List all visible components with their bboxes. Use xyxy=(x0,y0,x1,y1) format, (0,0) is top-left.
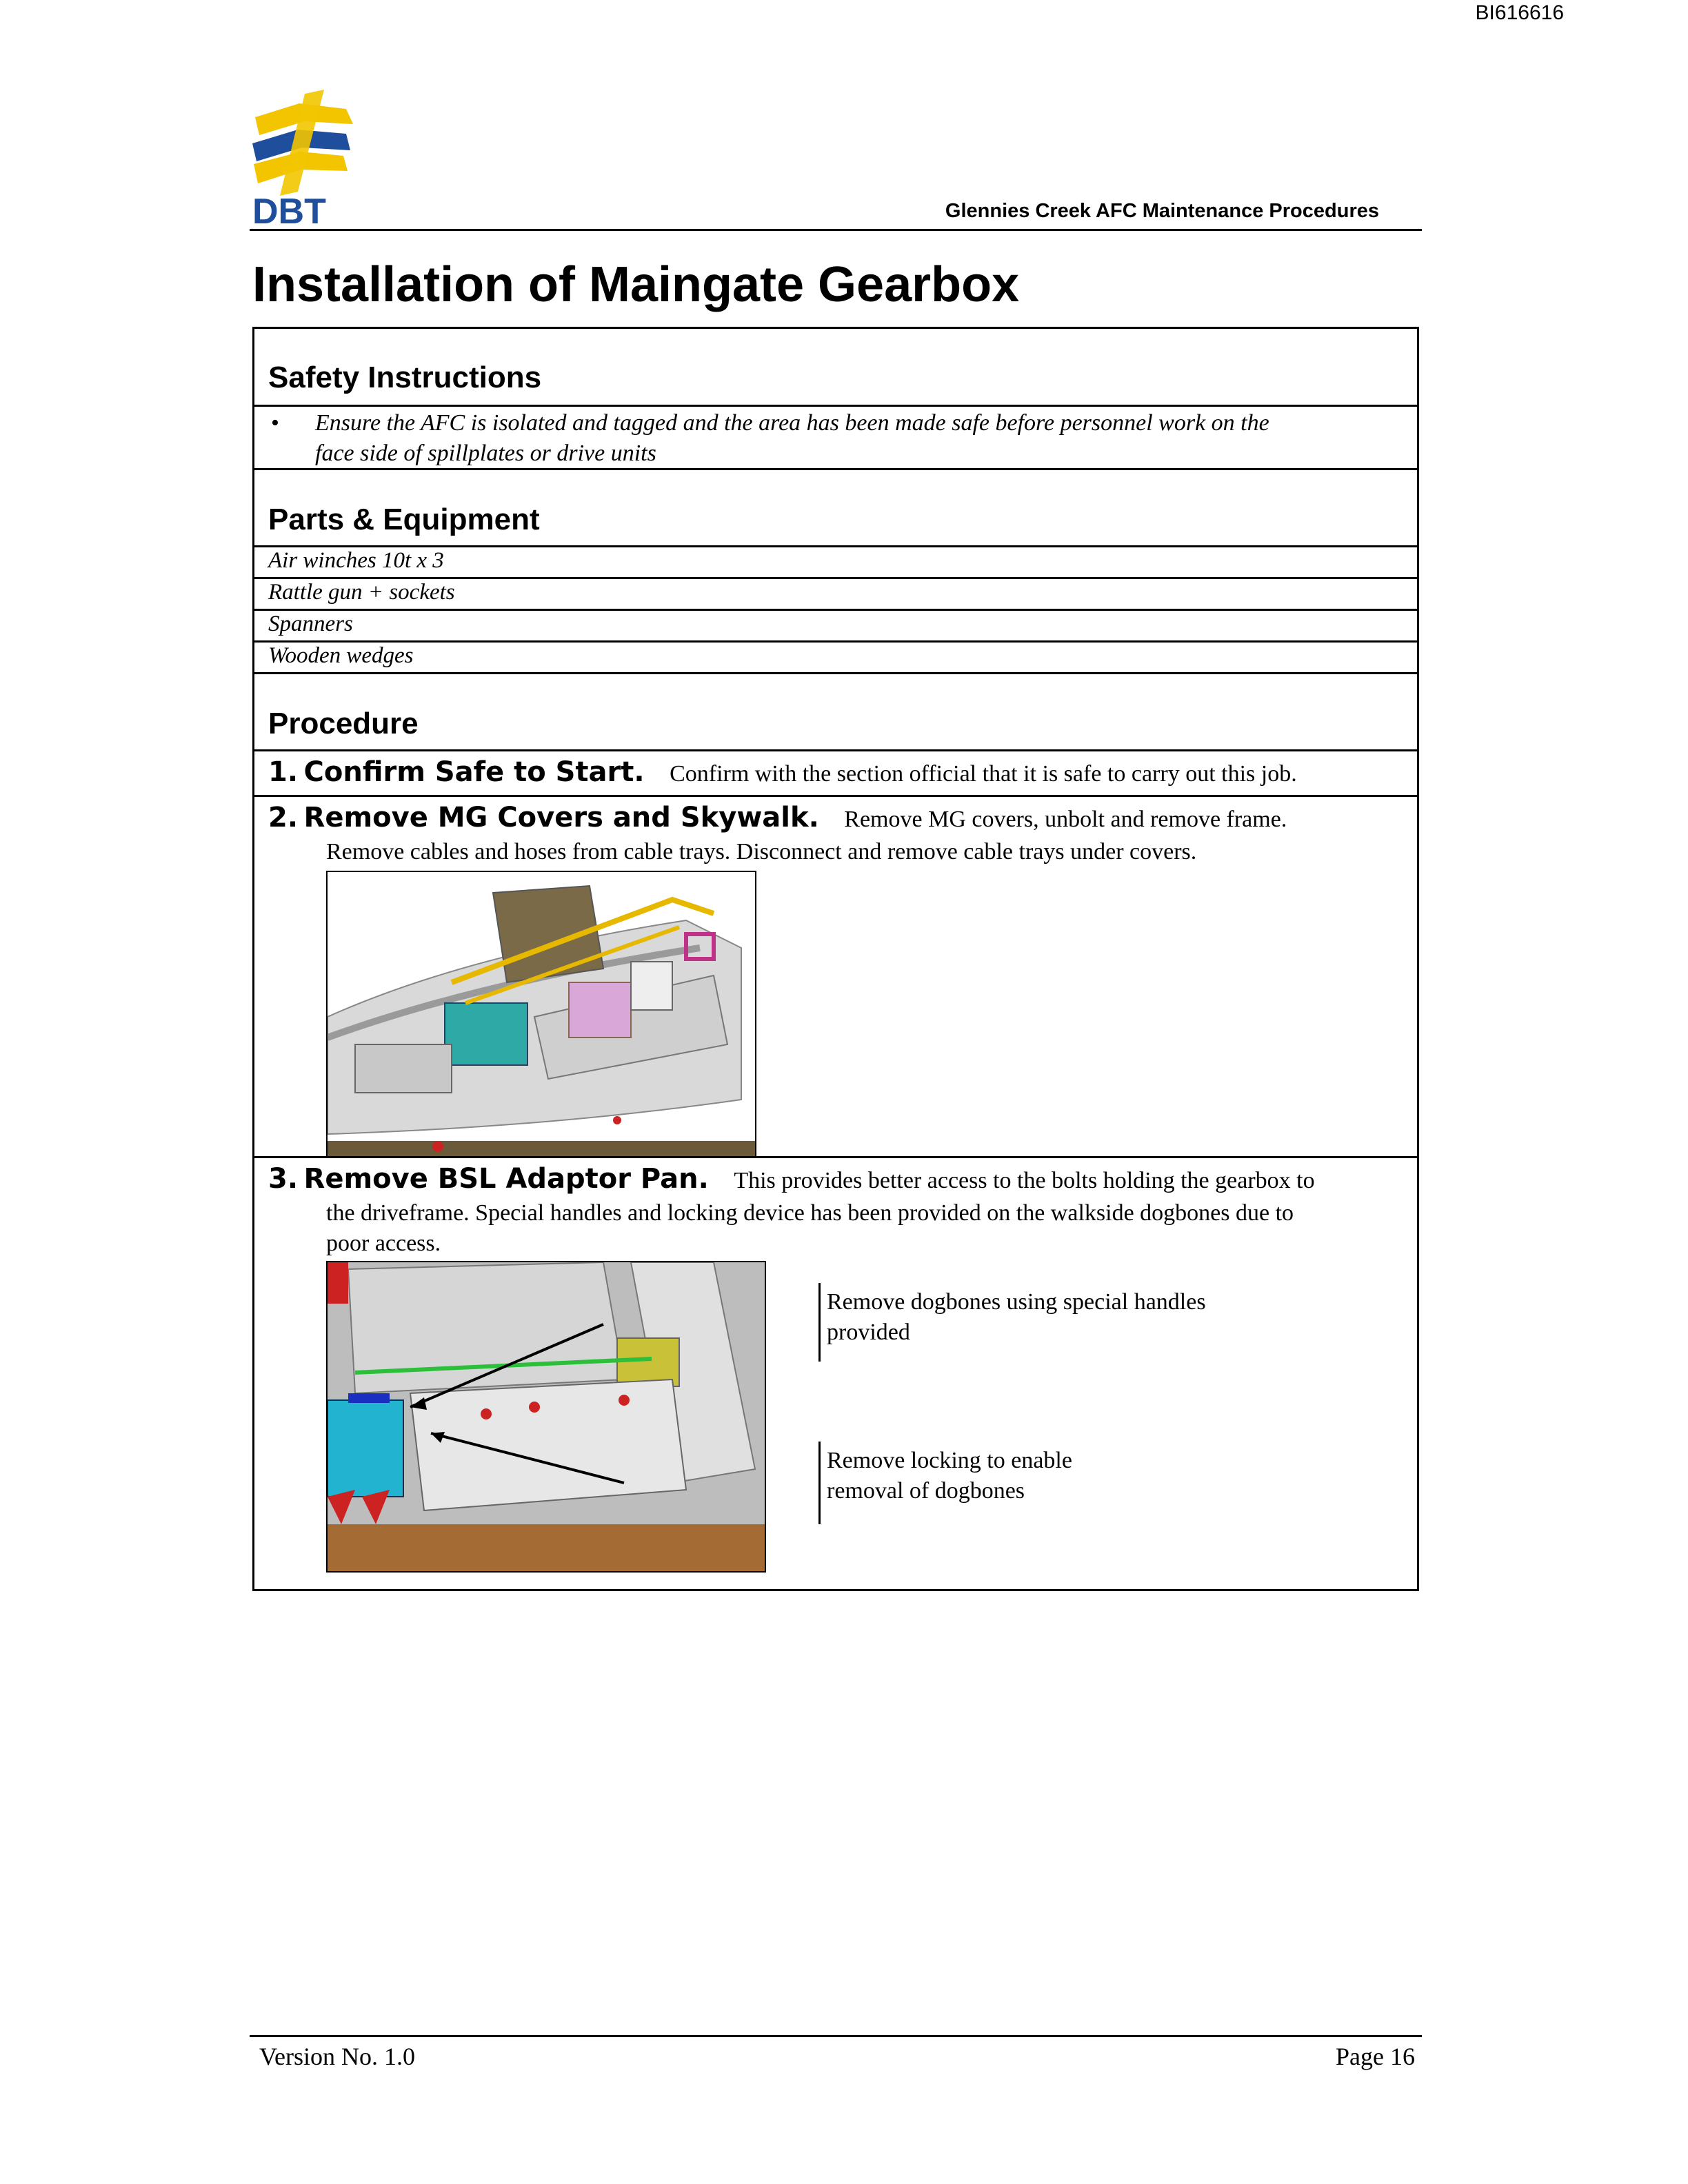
step-text: This provides better access to the bolts holding the gearbox to xyxy=(734,1168,1315,1193)
safety-heading: Safety Instructions xyxy=(268,361,542,394)
footer-page-number: Page 16 xyxy=(1336,2043,1415,2070)
safety-line-2: face side of spillplates or drive units xyxy=(315,441,656,466)
part-item: Spanners xyxy=(268,611,353,636)
parts-heading: Parts & Equipment xyxy=(268,503,540,536)
bsl-adaptor-illustration xyxy=(326,1261,766,1573)
footer-rule xyxy=(250,2035,1422,2037)
callout-locking: Remove locking to enable removal of dogbones xyxy=(827,1448,1072,1504)
step-number: 1. xyxy=(268,756,299,788)
divider xyxy=(254,795,1417,797)
divider xyxy=(254,577,1417,579)
divider xyxy=(254,405,1417,407)
procedure-table xyxy=(252,327,1419,1591)
page-title: Installation of Maingate Gearbox xyxy=(252,257,1020,312)
step-3-line-3: poor access. xyxy=(326,1231,441,1256)
dbt-logo-mark xyxy=(250,88,353,226)
procedure-heading: Procedure xyxy=(268,707,419,740)
step-text: Confirm with the section official that it is safe to carry out this job. xyxy=(670,761,1297,787)
adaptor-render xyxy=(328,1262,765,1571)
logo-text: DBT xyxy=(252,192,326,226)
step-title: Confirm Safe to Start. xyxy=(303,756,645,788)
step-2-line-2: Remove cables and hoses from cable trays. Disconnect and remove cable trays under covers. xyxy=(326,839,1197,865)
part-item: Air winches 10t x 3 xyxy=(268,548,444,573)
document-id: BI616616 xyxy=(1475,1,1564,24)
header-rule xyxy=(250,229,1422,231)
part-item: Wooden wedges xyxy=(268,643,414,668)
step-number: 3. xyxy=(268,1163,299,1195)
step-3-line-2: the driveframe. Special handles and locking device has been provided on the walkside dogbones due to xyxy=(326,1200,1294,1226)
step-2 xyxy=(268,802,1287,833)
machine-render xyxy=(328,872,755,1156)
safety-line-1: Ensure the AFC is isolated and tagged and the area has been made safe before personnel work on the xyxy=(315,410,1269,436)
step-title: Remove MG Covers and Skywalk. xyxy=(303,802,819,833)
bullet: • xyxy=(271,410,279,436)
step-title: Remove BSL Adaptor Pan. xyxy=(303,1163,709,1195)
footer-version: Version No. 1.0 xyxy=(259,2043,415,2070)
divider xyxy=(254,640,1417,643)
callout-bar xyxy=(818,1442,821,1524)
part-item: Rattle gun + sockets xyxy=(268,580,455,605)
divider xyxy=(254,468,1417,470)
callout-dogbones: Remove dogbones using special handles provided xyxy=(827,1289,1206,1345)
step-text: Remove MG covers, unbolt and remove frame. xyxy=(844,807,1287,832)
divider xyxy=(254,672,1417,674)
divider xyxy=(254,609,1417,611)
header-title: Glennies Creek AFC Maintenance Procedures xyxy=(945,200,1379,222)
step-3 xyxy=(268,1163,1315,1195)
divider xyxy=(254,1156,1417,1158)
mg-covers-illustration xyxy=(326,871,756,1157)
dbt-logo xyxy=(250,88,353,226)
step-number: 2. xyxy=(268,802,299,833)
step-1 xyxy=(268,756,1297,788)
divider xyxy=(254,545,1417,547)
callout-bar xyxy=(818,1283,821,1362)
divider xyxy=(254,749,1417,751)
